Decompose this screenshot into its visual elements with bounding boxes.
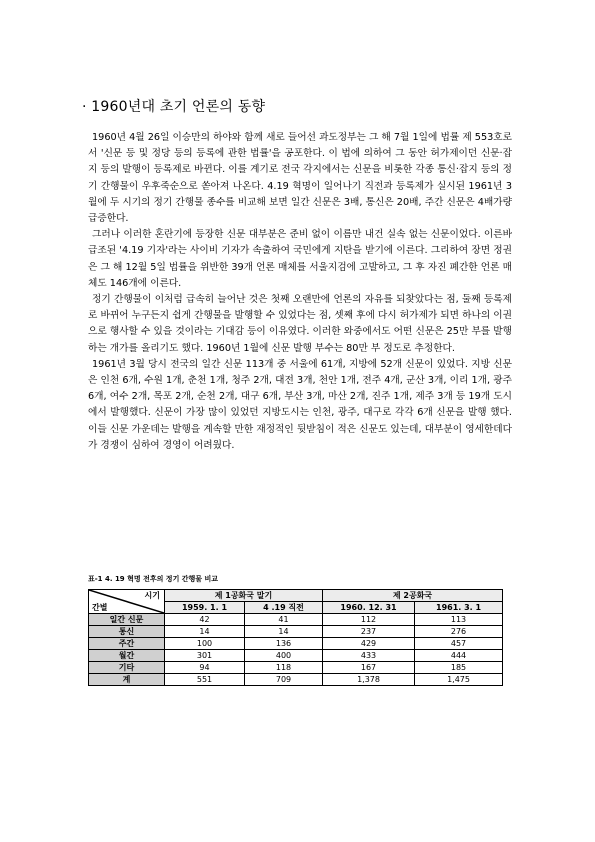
table-cell: 136 bbox=[245, 638, 323, 650]
date-header: 1961. 3. 1 bbox=[415, 602, 503, 614]
table-cell: 457 bbox=[415, 638, 503, 650]
table-cell: 1,378 bbox=[323, 674, 415, 686]
table-row bbox=[89, 614, 503, 626]
table-caption: 표-1 4. 19 혁명 전후의 정기 간행물 비교 bbox=[88, 575, 219, 583]
table-cell: 42 bbox=[165, 614, 245, 626]
section-heading: · 1960년대 초기 언론의 동향 bbox=[82, 99, 266, 115]
table-total-row bbox=[89, 674, 503, 686]
row-label: 계 bbox=[89, 674, 165, 686]
paragraph-1: 1960년 4월 26일 이승만의 하야와 함께 새로 들어선 과도정부는 그 해 7월 1일에 법률 제 553호로서 '신문 등 및 정당 등의 등록에 관한 법률'을 공포한다. 이 법에 의하여 그 동안 허가제이던 신문·잡지 등의 발행이 등록제로 바뀐다. 이를 계기로 전국 각지에서는 신문을 비롯한 각종 통신·잡지 등의 정기 간행물이 우후죽순으로 쏟아져 나온다. 4.19 혁명이 일어나기 직전과 등록제가 실시된 1961년 3월에 두 시기의 정기 간행물 종수를 비교해 보면 일간 신문은 3배, 통신은 20배, 주간 신문은 4배가량 급증한다. bbox=[88, 132, 512, 225]
table-corner-cell bbox=[89, 590, 165, 614]
table-row bbox=[89, 626, 503, 638]
row-label: 통신 bbox=[89, 626, 165, 638]
row-label: 일간 신문 bbox=[89, 614, 165, 626]
periodicals-comparison-table bbox=[88, 589, 503, 686]
row-label: 주간 bbox=[89, 638, 165, 650]
body-text bbox=[88, 130, 512, 454]
group-header-second-republic: 제 2공화국 bbox=[323, 590, 503, 602]
table-cell: 113 bbox=[415, 614, 503, 626]
table-cell: 112 bbox=[323, 614, 415, 626]
table-cell: 433 bbox=[323, 650, 415, 662]
paragraph-2: 그러나 이러한 혼란기에 등장한 신문 대부분은 준비 없이 이름만 내건 실속 없는 신문이었다. 이른바 급조된 '4.19 기자'라는 사이비 기자가 속출하여 국민에게 지탄을 받기에 이른다. 그리하여 장면 정권은 그 해 12월 5일 법률을 위반한 39개 언론 매체를 서울지검에 고발하고, 그 후 자진 폐간한 언론 매체도 146개에 이른다. bbox=[88, 229, 512, 289]
row-label: 기타 bbox=[89, 662, 165, 674]
paragraph-3: 정기 간행물이 이처럼 급속히 늘어난 것은 첫째 오랜만에 언론의 자유를 되찾았다는 점, 둘째 등록제로 바뀌어 누구든지 쉽게 간행물을 발행할 수 있었다는 점, 셋째 후에 다시 허가제가 되면 하나의 이권으로 행사할 수 있을 것이라는 기대감 등이 이유였다. 이러한 와중에서도 어떤 신문은 25만 부를 발행하는 개가를 올리기도 했다. 1960년 1월에 신문 발행 부수는 80만 부 정도로 추정한다. bbox=[88, 294, 512, 354]
table-cell: 118 bbox=[245, 662, 323, 674]
table-cell: 14 bbox=[245, 626, 323, 638]
table-cell: 400 bbox=[245, 650, 323, 662]
table-header-row bbox=[89, 590, 503, 602]
table-cell: 185 bbox=[415, 662, 503, 674]
table-cell: 167 bbox=[323, 662, 415, 674]
table-cell: 709 bbox=[245, 674, 323, 686]
date-header: 4 .19 직전 bbox=[245, 602, 323, 614]
corner-type-label: 간별 bbox=[92, 603, 108, 612]
date-header: 1960. 12. 31 bbox=[323, 602, 415, 614]
table-cell: 237 bbox=[323, 626, 415, 638]
row-label: 월간 bbox=[89, 650, 165, 662]
group-header-first-republic: 제 1공화국 말기 bbox=[165, 590, 323, 602]
table-cell: 301 bbox=[165, 650, 245, 662]
table-row bbox=[89, 662, 503, 674]
table-row bbox=[89, 638, 503, 650]
table-row bbox=[89, 650, 503, 662]
table-cell: 1,475 bbox=[415, 674, 503, 686]
table-cell: 551 bbox=[165, 674, 245, 686]
table-cell: 444 bbox=[415, 650, 503, 662]
corner-period-label: 시기 bbox=[144, 591, 160, 600]
date-header: 1959. 1. 1 bbox=[165, 602, 245, 614]
table-cell: 100 bbox=[165, 638, 245, 650]
table-cell: 14 bbox=[165, 626, 245, 638]
table-cell: 41 bbox=[245, 614, 323, 626]
table-cell: 276 bbox=[415, 626, 503, 638]
table-cell: 429 bbox=[323, 638, 415, 650]
table-cell: 94 bbox=[165, 662, 245, 674]
paragraph-4: 1961년 3월 당시 전국의 일간 신문 113개 중 서울에 61개, 지방에 52개 신문이 있었다. 지방 신문은 인천 6개, 수원 1개, 춘천 1개, 청주 2개, 대전 3개, 천안 1개, 전주 4개, 군산 3개, 이리 1개, 광주 6개, 여수 2개, 목포 2개, 순천 2개, 대구 6개, 부산 3개, 마산 2개, 진주 1개, 제주 3개 등 19개 도시에서 발행했다. 신문이 가장 많이 있었던 지방도시는 인천, 광주, 대구로 각각 6개 신문을 발행 했다. 이들 신문 가운데는 발행을 계속할 만한 재정적인 뒷받침이 적은 신문도 있는데, 대부분이 영세한데다가 경쟁이 심하여 경영이 어려웠다. bbox=[88, 358, 512, 451]
